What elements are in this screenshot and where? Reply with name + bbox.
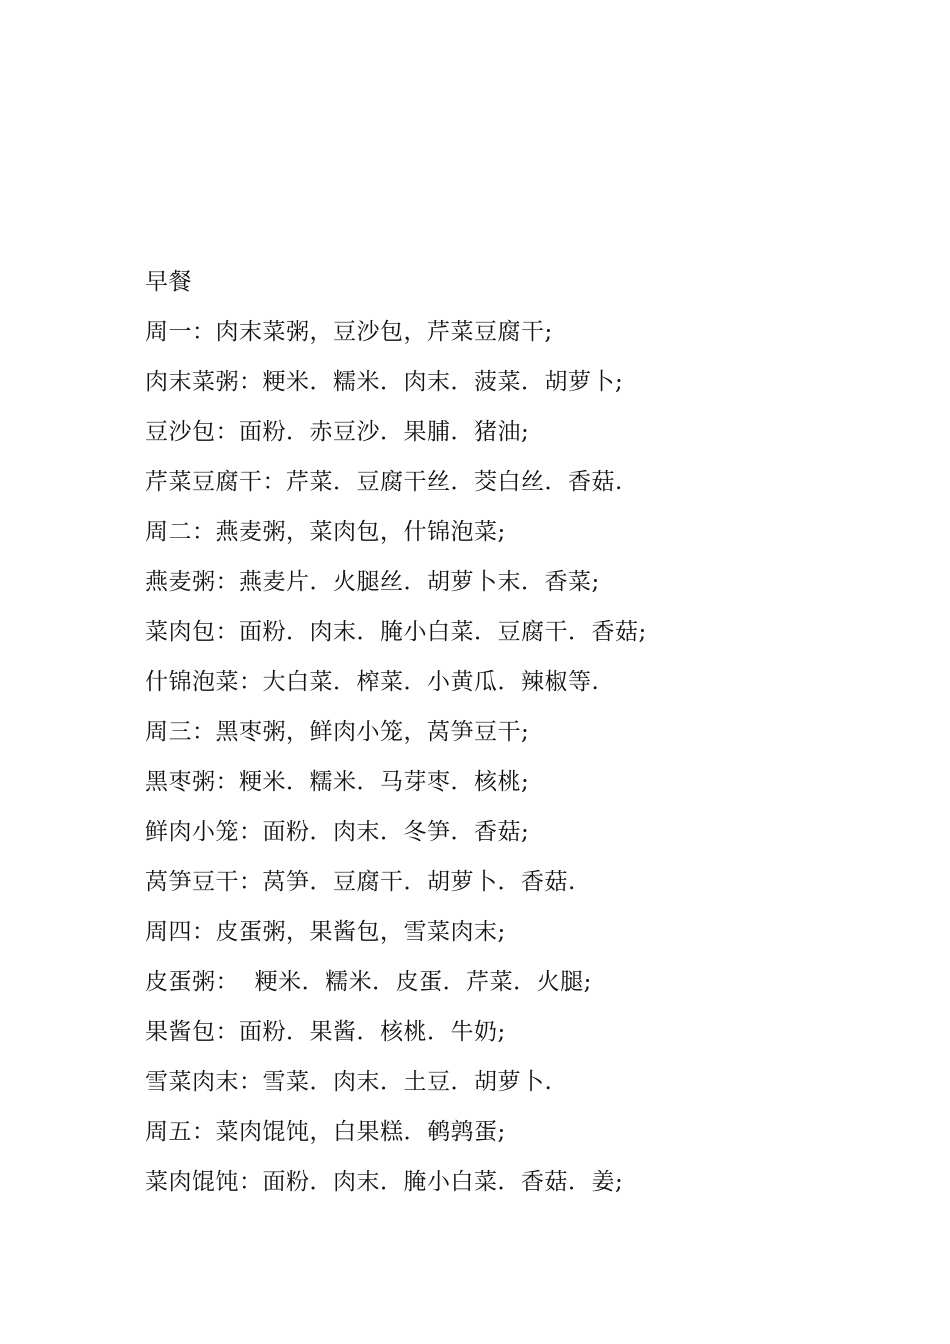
menu-line: 菜肉馄饨：面粉．肉末．腌小白菜．香菇．姜;	[145, 1169, 624, 1195]
menu-line-thursday: 周四：皮蛋粥，果酱包，雪菜肉末;	[145, 919, 506, 945]
menu-line: 芹菜豆腐干：芹菜．豆腐干丝．茭白丝．香菇.	[145, 469, 623, 495]
menu-line: 菜肉包：面粉．肉末．腌小白菜．豆腐干．香菇;	[145, 619, 647, 645]
menu-line: 豆沙包：面粉．赤豆沙．果脯．猪油;	[145, 419, 530, 445]
menu-line-wednesday: 周三：黑枣粥，鲜肉小笼，莴笋豆干;	[145, 719, 530, 745]
menu-line-tuesday: 周二：燕麦粥，菜肉包，什锦泡菜;	[145, 519, 506, 545]
document-body	[145, 257, 845, 1207]
menu-line: 黑枣粥：粳米．糯米．马芽枣．核桃;	[145, 769, 530, 795]
menu-line: 皮蛋粥： 粳米．糯米．皮蛋．芹菜．火腿;	[145, 969, 592, 995]
menu-line: 雪菜肉末：雪菜．肉末．土豆．胡萝卜.	[145, 1069, 553, 1095]
menu-line: 鲜肉小笼：面粉．肉末．冬笋．香菇;	[145, 819, 530, 845]
menu-line: 燕麦粥：燕麦片．火腿丝．胡萝卜末．香菜;	[145, 569, 600, 595]
menu-line-friday: 周五：菜肉馄饨，白果糕．鹌鹑蛋;	[145, 1119, 506, 1145]
section-heading: 早餐	[145, 269, 192, 295]
menu-line: 肉末菜粥：粳米．糯米．肉末．菠菜．胡萝卜;	[145, 369, 624, 395]
menu-line: 果酱包：面粉．果酱．核桃．牛奶;	[145, 1019, 506, 1045]
menu-line-monday: 周一：肉末菜粥，豆沙包，芹菜豆腐干;	[145, 319, 553, 345]
menu-line: 什锦泡菜：大白菜．榨菜．小黄瓜．辣椒等.	[145, 669, 600, 695]
menu-line: 莴笋豆干：莴笋．豆腐干．胡萝卜．香菇.	[145, 869, 576, 895]
